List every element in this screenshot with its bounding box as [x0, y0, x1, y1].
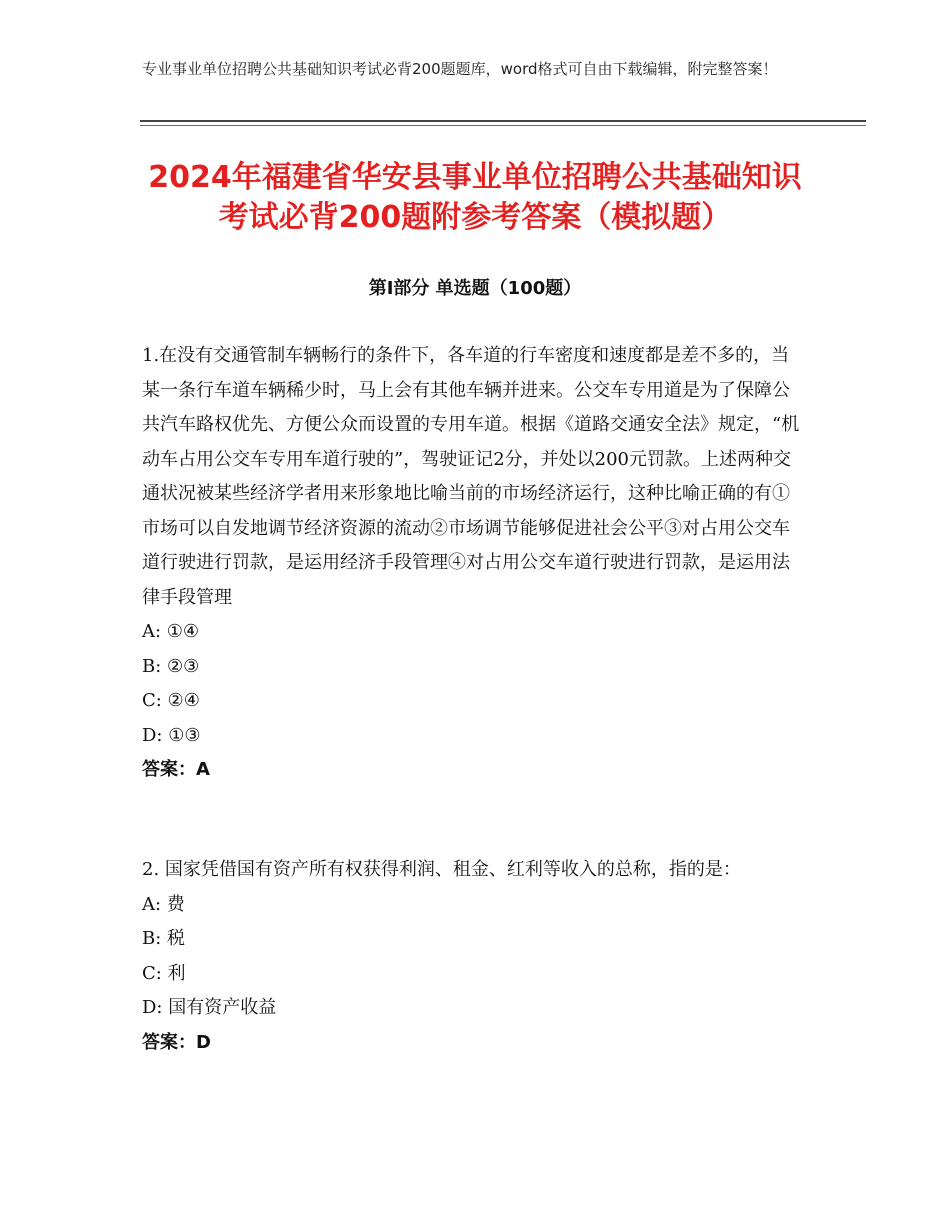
section-heading: 第I部分 单选题（100题）: [368, 278, 582, 299]
option-b: B: 税: [142, 928, 186, 949]
option-c: C: 利: [142, 962, 186, 984]
document-title: 2024年福建省华安县事业单位招聘公共基础知识考试必背200题附参考答案（模拟题）: [148, 160, 802, 235]
option-c: C: ②④: [142, 690, 200, 711]
question-stem: 1.在没有交通管制车辆畅行的条件下，各车道的行车密度和速度都是差不多的，当某一条行车道车辆稀少时，马上会有其他车辆并进来。公交车专用道是为了保障公共汽车路权优先、方便公众而设置的专用车道。根据《道路交通安全法》规定，“机动车占用公交车专用车道行驶的”，驾驶证记2分，并处以200元罚款。上述两种交通状况被某些经济学者用来形象地比喻当前的市场经济运行，这种比喻正确的有①市场可以自发地调节经济资源的流动②市场调节能够促进社会公平③对占用公交车道行驶进行罚款，是运用经济手段管理④对占用公交车道行驶进行罚款，是运用法律手段管理: [142, 345, 800, 608]
option-d: D: 国有资产收益: [142, 997, 277, 1018]
answer-label: 答案：D: [142, 1031, 211, 1053]
option-a: A: ①④: [142, 621, 200, 642]
question-stem: 2. 国家凭借国有资产所有权获得利润、租金、红利等收入的总称，指的是：: [142, 859, 741, 880]
option-a: A: 费: [142, 893, 185, 915]
option-d: D: ①③: [142, 724, 201, 746]
header-note: 专业事业单位招聘公共基础知识考试必背200题题库，word格式可自由下载编辑，附完整答案！: [142, 60, 778, 78]
answer-label: 答案：A: [142, 759, 210, 780]
header-divider-thin: [140, 125, 866, 126]
option-b: B: ②③: [142, 655, 200, 677]
question-2: [142, 853, 802, 1060]
question-1: [142, 339, 802, 788]
header-divider: [140, 120, 866, 122]
